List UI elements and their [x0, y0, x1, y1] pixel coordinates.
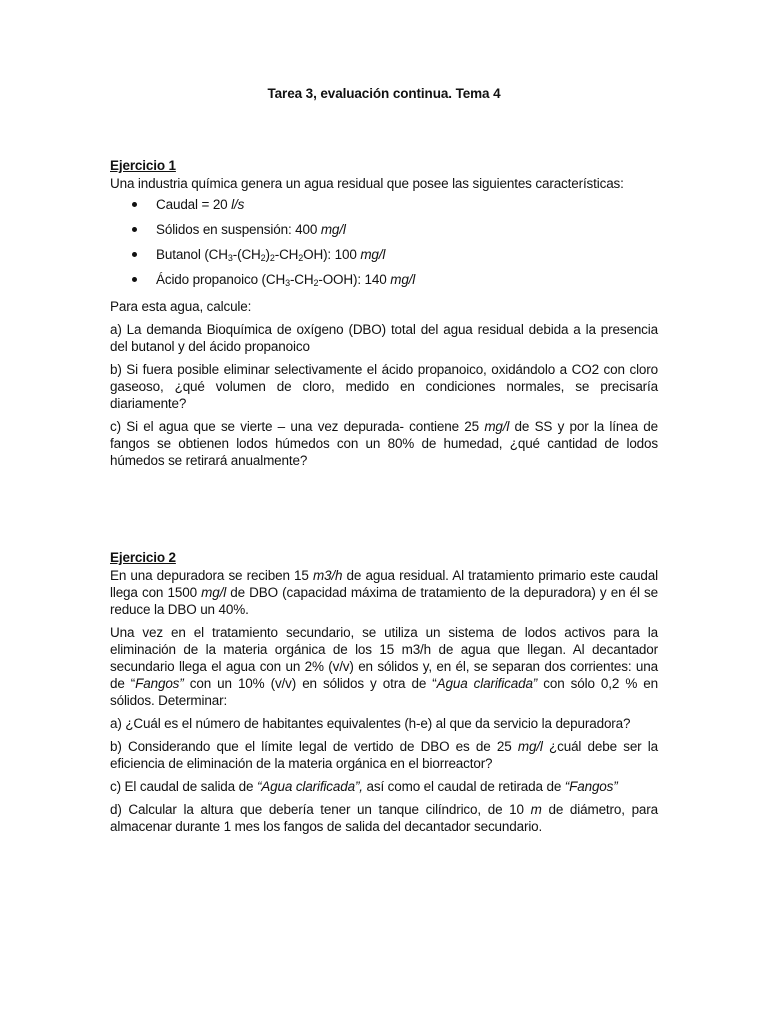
bullet-icon [132, 252, 137, 257]
ejercicio-1-intro: Una industria química genera un agua residual que posee las siguientes características: [110, 176, 624, 191]
question-1b: b) Si fuera posible eliminar selectivamente el ácido propanoico, oxidándolo a CO2 con cloro gaseoso, ¿qué volumen de cloro, medido en condiciones normales, se precisaría diariamente? [110, 362, 658, 411]
question-1a: a) La demanda Bioquímica de oxígeno (DBO) total del agua residual debida a la presencia del butanol y del ácido propanoico [110, 322, 658, 354]
characteristics-list [110, 196, 658, 296]
question-2d: d) Calcular la altura que debería tener un tanque cilíndrico, de 10 m de diámetro, para almacenar durante 1 mes los fangos de salida del decantador secundario. [110, 802, 658, 834]
ejercicio-2-section [110, 549, 658, 841]
bullet-icon [132, 202, 137, 207]
bullet-icon [132, 277, 137, 282]
ejercicio-1-section [110, 157, 658, 475]
page-title: Tarea 3, evaluación continua. Tema 4 [267, 86, 501, 101]
list-item-caudal: Caudal = 20 l/s [110, 196, 658, 221]
ejercicio-1-heading: Ejercicio 1 [110, 158, 176, 173]
list-item-solidos: Sólidos en suspensión: 400 mg/l [110, 221, 658, 246]
ejercicio-2-heading: Ejercicio 2 [110, 550, 176, 565]
question-2a: a) ¿Cuál es el número de habitantes equivalentes (h-e) al que da servicio la depuradora? [110, 716, 631, 731]
question-2b: b) Considerando que el límite legal de vertido de DBO es de 25 mg/l ¿cuál debe ser la eficiencia de eliminación de la materia orgánica en el biorreactor? [110, 739, 658, 771]
list-item-acido: Ácido propanoico $(CH_3-CH_2-OOH)$: 140 mg/l [110, 271, 658, 296]
bullet-icon [132, 227, 137, 232]
question-1c: c) Si el agua que se vierte – una vez depurada- contiene 25 mg/l de SS y por la línea de fangos se obtienen lodos húmedos con un 80% de humedad, ¿qué cantidad de lodos húmedos se retirará anualmente? [110, 419, 658, 468]
calc-intro: Para esta agua, calcule: [110, 299, 252, 314]
ejercicio-2-paragraph-2: Una vez en el tratamiento secundario, se utiliza un sistema de lodos activos para la eliminación de la materia orgánica de los 15 m3/h de agua que llegan. Al decantador secundario llega el agua con un 2% (v/v) en sólidos y, en él, se separan dos corrientes: una de “Fangos” con un 10% (v/v) en sólidos y otra de “Agua clarificada” con sólo 0,2 % en sólidos. Determinar: [110, 625, 658, 708]
ejercicio-2-paragraph-1: En una depuradora se reciben 15 m3/h de agua residual. Al tratamiento primario este caudal llega con 1500 mg/l de DBO (capacidad máxima de tratamiento de la depuradora) y en él se reduce la DBO un 40%. [110, 568, 659, 617]
question-2c: c) El caudal de salida de “Agua clarificada”, así como el caudal de retirada de “Fangos” [110, 779, 618, 794]
list-item-butanol: Butanol $(CH_3-(CH_2)_2-CH_2OH)$: 100 mg/l [110, 246, 658, 271]
